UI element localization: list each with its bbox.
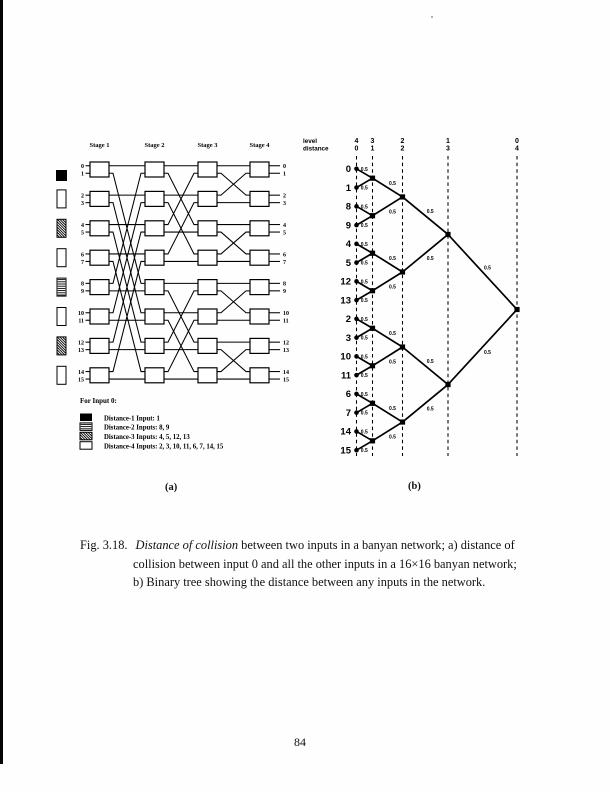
edge-weight: 0.5 xyxy=(360,241,368,248)
switch-box xyxy=(250,250,269,265)
column-distance-value: 3 xyxy=(446,145,450,153)
leaf-label: 5 xyxy=(345,257,351,269)
switch-box xyxy=(145,191,164,206)
leaf-label: 0 xyxy=(345,164,351,176)
tree-edge xyxy=(373,422,403,441)
switch-box xyxy=(90,309,109,324)
input-label: 8 xyxy=(81,281,84,288)
scan-artifact-bar xyxy=(0,0,3,764)
edge-weight: 0.5 xyxy=(426,359,434,366)
output-label: 15 xyxy=(283,377,289,384)
crossing-wire xyxy=(164,291,198,342)
crossing-wire xyxy=(164,203,198,254)
edge-weight: 0.5 xyxy=(389,434,396,441)
input-label: 10 xyxy=(78,311,84,318)
output-label: 9 xyxy=(283,289,286,296)
output-label: 13 xyxy=(283,347,289,354)
switch-box xyxy=(90,250,109,265)
switch-box xyxy=(198,338,217,353)
legend-item-text: Distance-2 Inputs: 8, 9 xyxy=(104,424,170,432)
input-label: 2 xyxy=(81,193,84,200)
switch-box xyxy=(198,221,217,236)
input-label: 13 xyxy=(78,347,84,354)
switch-box xyxy=(145,250,164,265)
switch-box xyxy=(90,191,109,206)
output-label: 4 xyxy=(283,222,286,229)
tree-edge xyxy=(373,328,403,347)
switch-box xyxy=(145,309,164,324)
tree-edge xyxy=(373,197,403,216)
page-number: 84 xyxy=(294,735,306,749)
column-level-value: 4 xyxy=(354,137,359,145)
panel-b-label: (b) xyxy=(408,481,421,492)
caption-line-2: collision between input 0 and all the other inputs in a 16×16 banyan network; xyxy=(133,556,517,571)
edge-weight: 0.5 xyxy=(426,209,434,216)
tree-edge xyxy=(403,347,449,385)
edge-weight: 0.5 xyxy=(389,209,396,216)
leaf-label: 8 xyxy=(345,201,351,213)
switch-box xyxy=(250,221,269,236)
leaf-label: 4 xyxy=(345,239,351,251)
switch-box xyxy=(198,309,217,324)
switch-box xyxy=(250,191,269,206)
column-level-value: 3 xyxy=(370,137,375,145)
edge-weight: 0.5 xyxy=(360,223,368,230)
figure-number: Fig. 3.18. xyxy=(80,538,128,552)
edge-weight: 0.5 xyxy=(389,359,396,366)
crossing-wire xyxy=(109,203,145,313)
column-distance-value: 1 xyxy=(370,145,375,153)
legend-swatch-solid xyxy=(80,414,92,422)
switch-box xyxy=(90,368,109,383)
switch-box xyxy=(145,368,164,383)
edge-weight: 0.5 xyxy=(426,406,434,413)
output-label: 2 xyxy=(283,193,286,200)
column-distance-value: 0 xyxy=(354,145,359,153)
output-label: 12 xyxy=(283,340,289,347)
crossing-wire xyxy=(164,320,198,371)
swatch-plain xyxy=(57,308,66,326)
edge-weight: 0.5 xyxy=(389,331,396,338)
output-label: 1 xyxy=(283,171,286,178)
edge-weight: 0.5 xyxy=(484,265,491,272)
swatch-plain xyxy=(57,249,66,267)
leaf-label: 12 xyxy=(340,276,351,288)
leaf-label: 14 xyxy=(340,426,351,438)
output-label: 3 xyxy=(283,200,286,207)
edge-weight: 0.5 xyxy=(360,166,368,173)
switch-box xyxy=(250,162,269,177)
input-label: 9 xyxy=(81,289,84,296)
legend-item-text: Distance-1 Input: 1 xyxy=(104,415,160,423)
tree-junction-node xyxy=(514,307,519,312)
switch-box xyxy=(198,250,217,265)
input-label: 15 xyxy=(78,377,84,384)
edge-weight: 0.5 xyxy=(360,391,368,398)
leaf-label: 1 xyxy=(345,182,351,194)
edge-weight: 0.5 xyxy=(389,284,396,291)
tree-edge xyxy=(373,253,403,272)
edge-weight: 0.5 xyxy=(389,406,396,413)
tree-edge xyxy=(403,234,449,272)
edge-weight: 0.5 xyxy=(360,185,368,192)
caption-line-3: b) Binary tree showing the distance between any inputs in the network. xyxy=(133,575,486,590)
tree-header-level: level xyxy=(303,137,318,145)
swatch-plain xyxy=(57,190,66,208)
edge-weight: 0.5 xyxy=(360,429,368,436)
legend-title: For Input 0: xyxy=(80,397,117,405)
switch-box xyxy=(250,280,269,295)
switch-box xyxy=(90,338,109,353)
switch-box xyxy=(250,368,269,383)
column-distance-value: 2 xyxy=(400,145,405,153)
switch-box xyxy=(198,191,217,206)
switch-box xyxy=(250,338,269,353)
output-label: 8 xyxy=(283,281,286,288)
tree-edge xyxy=(403,385,449,423)
banyan-network-diagram xyxy=(50,128,295,458)
output-label: 6 xyxy=(283,252,286,259)
edge-weight: 0.5 xyxy=(360,335,368,342)
input-label: 0 xyxy=(81,164,84,171)
scan-speck xyxy=(431,16,433,18)
switch-box xyxy=(198,162,217,177)
caption-line-1-rest: between two inputs in a banyan network; a) distance of xyxy=(238,538,515,552)
swatch-plain xyxy=(57,366,66,384)
crossing-wire xyxy=(217,173,250,195)
distance-tree-diagram xyxy=(296,128,546,463)
crossing-wire xyxy=(164,173,198,224)
edge-weight: 0.5 xyxy=(360,373,368,380)
stage-label: Stage 2 xyxy=(144,142,165,149)
leaf-label: 13 xyxy=(340,295,351,307)
edge-weight: 0.5 xyxy=(389,180,396,187)
edge-weight: 0.5 xyxy=(360,279,368,286)
input-label: 12 xyxy=(78,340,84,347)
leaf-label: 9 xyxy=(345,220,351,232)
stage-label: Stage 3 xyxy=(197,142,218,149)
leaf-label: 2 xyxy=(345,314,351,326)
input-label: 6 xyxy=(81,252,84,259)
stage-label: Stage 4 xyxy=(249,142,270,149)
edge-weight: 0.5 xyxy=(360,298,368,305)
switch-box xyxy=(198,368,217,383)
input-label: 11 xyxy=(78,318,84,325)
edge-weight: 0.5 xyxy=(360,204,368,211)
figure-caption xyxy=(80,536,542,592)
edge-weight: 0.5 xyxy=(360,448,368,455)
column-level-value: 0 xyxy=(515,137,519,145)
switch-box xyxy=(198,280,217,295)
crossing-wire xyxy=(217,232,250,254)
tree-edge xyxy=(373,403,403,422)
output-label: 14 xyxy=(283,369,289,376)
output-label: 7 xyxy=(283,259,286,266)
caption-line-1 xyxy=(80,536,542,555)
edge-weight: 0.5 xyxy=(360,410,368,417)
switch-box xyxy=(145,221,164,236)
tree-edge xyxy=(448,310,517,385)
input-label: 3 xyxy=(81,200,84,207)
output-label: 10 xyxy=(283,311,289,318)
input-label: 7 xyxy=(81,259,84,266)
switch-box xyxy=(145,280,164,295)
edge-weight: 0.5 xyxy=(360,260,368,267)
swatch-hstripe xyxy=(57,278,66,296)
output-label: 5 xyxy=(283,230,286,237)
switch-box xyxy=(250,309,269,324)
leaf-label: 11 xyxy=(340,370,351,382)
column-level-value: 1 xyxy=(446,137,450,145)
tree-edge xyxy=(373,178,403,197)
edge-weight: 0.5 xyxy=(360,354,368,361)
crossing-wire xyxy=(217,291,250,313)
output-label: 11 xyxy=(283,318,289,325)
column-distance-value: 4 xyxy=(515,145,519,153)
caption-italic-title: Distance of collision xyxy=(135,538,239,552)
input-label: 4 xyxy=(81,222,84,229)
tree-header-distance: distance xyxy=(303,145,329,153)
leaf-label: 6 xyxy=(345,389,351,401)
switch-box xyxy=(90,162,109,177)
leaf-label: 15 xyxy=(340,445,351,457)
tree-edge xyxy=(373,347,403,366)
column-level-value: 2 xyxy=(400,137,405,145)
edge-weight: 0.5 xyxy=(484,350,491,357)
edge-weight: 0.5 xyxy=(360,316,368,323)
tree-edge xyxy=(448,234,517,309)
leaf-label: 7 xyxy=(345,407,351,419)
edge-weight: 0.5 xyxy=(426,256,434,263)
switch-box xyxy=(145,162,164,177)
stage-label: Stage 1 xyxy=(89,142,110,149)
input-label: 14 xyxy=(78,369,84,376)
tree-edge xyxy=(373,272,403,291)
swatch-solid xyxy=(56,170,67,181)
crossing-wire xyxy=(217,350,250,372)
legend-swatch-plain xyxy=(80,442,92,450)
switch-box xyxy=(145,338,164,353)
leaf-label: 3 xyxy=(345,332,351,344)
legend-item-text: Distance-3 Inputs: 4, 5, 12, 13 xyxy=(104,434,190,442)
switch-box xyxy=(90,221,109,236)
edge-weight: 0.5 xyxy=(389,256,396,262)
legend-item-text: Distance-4 Inputs: 2, 3, 10, 11, 6, 7, 14, 15 xyxy=(104,443,224,451)
panel-a-label: (a) xyxy=(165,482,178,493)
input-label: 1 xyxy=(81,171,84,178)
output-label: 0 xyxy=(283,164,286,171)
leaf-label: 10 xyxy=(340,351,351,363)
switch-box xyxy=(90,280,109,295)
tree-edge xyxy=(403,197,449,235)
input-label: 5 xyxy=(81,230,84,237)
crossing-wire xyxy=(109,232,145,342)
